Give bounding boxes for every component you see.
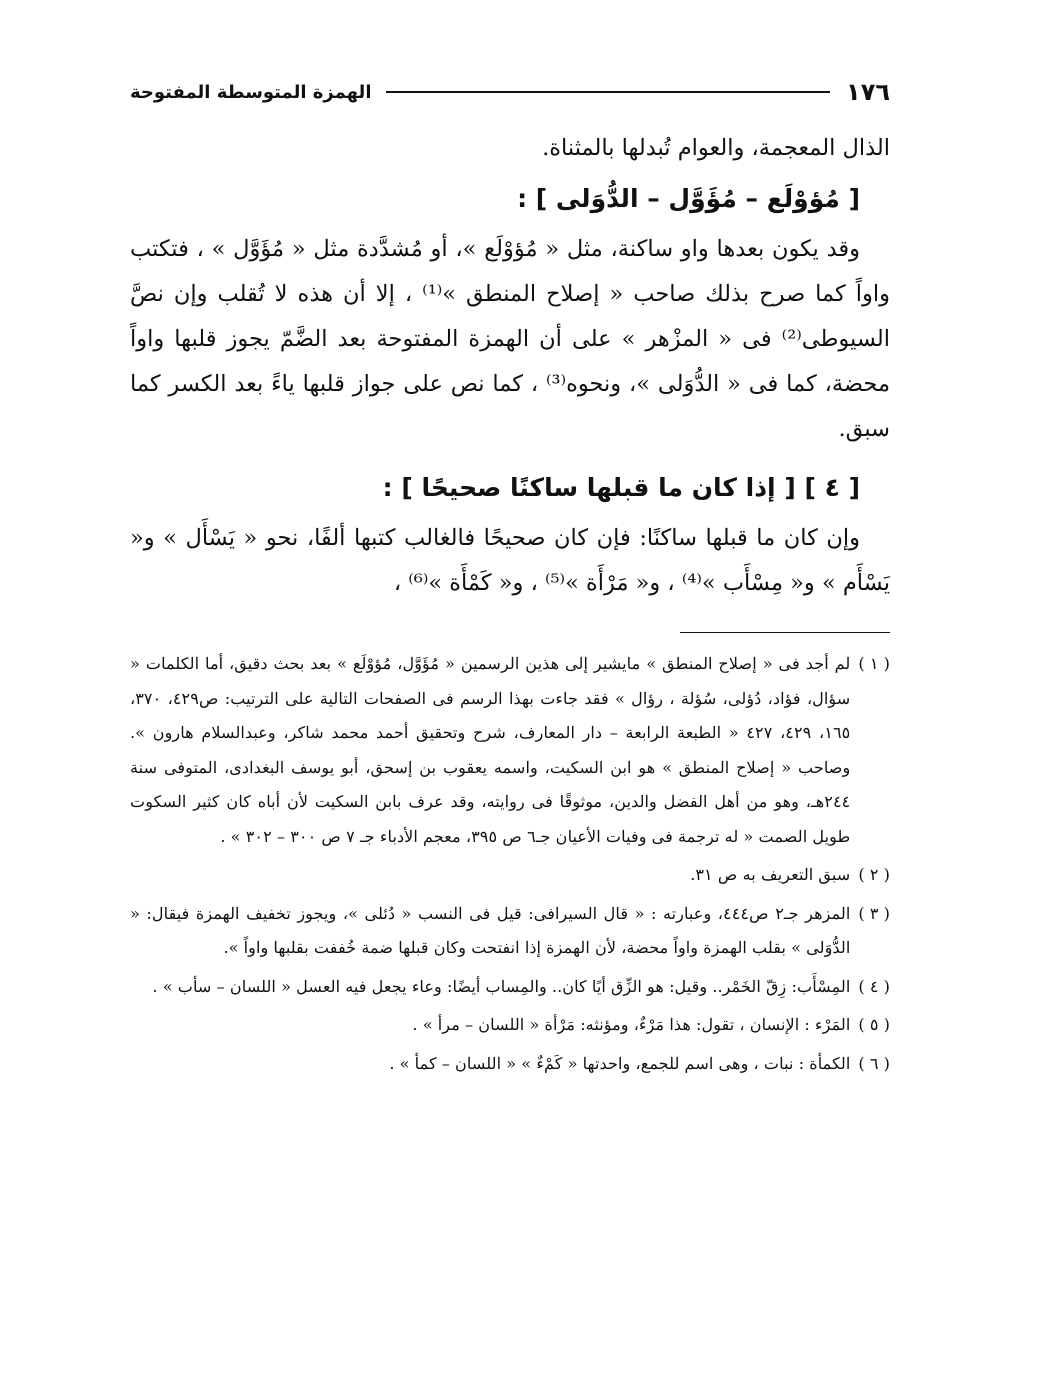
book-page: [130, 72, 890, 1085]
footnote-text: سبق التعريف به ص ٣١.: [690, 865, 851, 884]
header-rule: [386, 91, 831, 93]
footnote-number: ( ٣ ): [858, 903, 890, 923]
footnotes: [130, 647, 890, 1081]
page-number: ١٧٦: [846, 78, 890, 106]
footnote: [130, 970, 890, 1005]
footnote-number: ( ١ ): [858, 654, 890, 673]
section-heading: [ مُؤوْلَع – مُؤَوَّل – الدُّوَلى ] :: [517, 184, 860, 213]
footnote-separator: [680, 632, 890, 633]
body-paragraph: وقد يكون بعدها واو ساكنة، مثل « مُؤوْلَع »، أو مُشدَّدة مثل « مُؤَوَّل » ، فتكتب واواً كما صرح بذلك صاحب « إصلاح المنطق »⁽¹⁾ ، إلا أن هذه لا تُقلب وإن نصَّ السيوطى⁽²⁾ فى « المزْهر » على أن الهمزة المفتوحة بعد الضَّمّ يجوز قلبها واواً محضة، كما فى « الدُّوَلى »، ونحوه⁽³⁾ ، كما نص على جواز قلبها ياءً بعد الكسر كما سبق.: [130, 236, 891, 442]
footnote: [130, 897, 890, 966]
footnote: [130, 1008, 890, 1043]
footnote-text: لم أجد فى « إصلاح المنطق » مايشير إلى هذين الرسمين « مُؤَوَّل، مُؤوْلَع » بعد بحث دقيق، أما الكلمات « سؤال، فؤاد، دُؤلى، سُؤلة ، رؤال » فقد جاءت بهذا الرسم فى الصفحات التالية على الترتيب: ص٤٢٩، ٣٧٠، ١٦٥، ٤٢٩، ٤٢٧ « الطبعة الرابعة – دار المعارف، شرح وتحقيق أحمد محمد شاكر، وعبدالسلام هارون ». وصاحب « إصلاح المنطق » هو ابن السكيت، واسمه يعقوب بن إسحق، أبو يوسف البغدادى، المتوفى سنة ٢٤٤هـ، وهو من أهل الفضل والدين، موثوقًا فى روايته، وقد عرف بابن السكيت لأن أباه كان كثير السكوت طويل الصمت « له ترجمة فى وفيات الأعيان جـ٦ ص ٣٩٥، معجم الأدباء جـ ٧ ص ٣٠٠ – ٣٠٢ » .: [130, 654, 851, 846]
footnote-text: الكمأة : نبات ، وهى اسم للجمع، واحدتها « كَمْءٌ » « اللسان – كمأ » .: [389, 1053, 851, 1073]
footnote-text: المَرْء : الإنسان ، تقول: هذا مَرْءٌ، ومؤنثه: مَرْأة « اللسان – مرأ » .: [412, 1015, 851, 1034]
footnote-number: ( ٥ ): [858, 1015, 890, 1034]
footnote-number: ( ٦ ): [858, 1053, 890, 1073]
footnote-number: ( ٤ ): [858, 976, 890, 996]
page-header: [130, 72, 890, 112]
footnote: [130, 647, 890, 854]
footnote-text: المِسْأَب: زِقّ الخَمْر.. وقيل: هو الزِّق أيًا كان.. والمِساب أيضًا: وعاء يجعل فيه العسل « اللسان – سأب » .: [152, 976, 851, 996]
footnote: [130, 858, 890, 893]
footnote: [130, 1047, 890, 1082]
footnote-number: ( ٢ ): [858, 865, 890, 884]
footnote-text: المزهر جـ٢ ص٤٤٤، وعبارته : « قال السيرافى: قيل فى النسب « دُئلى »، ويجوز تخفيف الهمزة فيقال: « الدُّوَلى » بقلب الهمزة واواً محضة، لأن الهمزة إذا انفتحت وكان قبلها ضمة خُففت بقلبها واواً ».: [130, 903, 851, 957]
running-title: الهمزة المتوسطة المفتوحة: [130, 81, 372, 103]
opening-line: الذال المعجمة، والعوام تُبدلها بالمثناة.: [542, 135, 890, 161]
section-heading: [ ٤ ] [ إذا كان ما قبلها ساكنًا صحيحًا ] :: [382, 473, 860, 502]
body-paragraph: وإن كان ما قبلها ساكنًا: فإن كان صحيحًا فالغالب كتبها ألفًا، نحو « يَسْأَل » و« يَسْأَم » و« مِسْأَب »⁽⁴⁾ ، و« مَرْأَة »⁽⁵⁾ ، و« كَمْأَة »⁽⁶⁾ ،: [130, 525, 890, 596]
